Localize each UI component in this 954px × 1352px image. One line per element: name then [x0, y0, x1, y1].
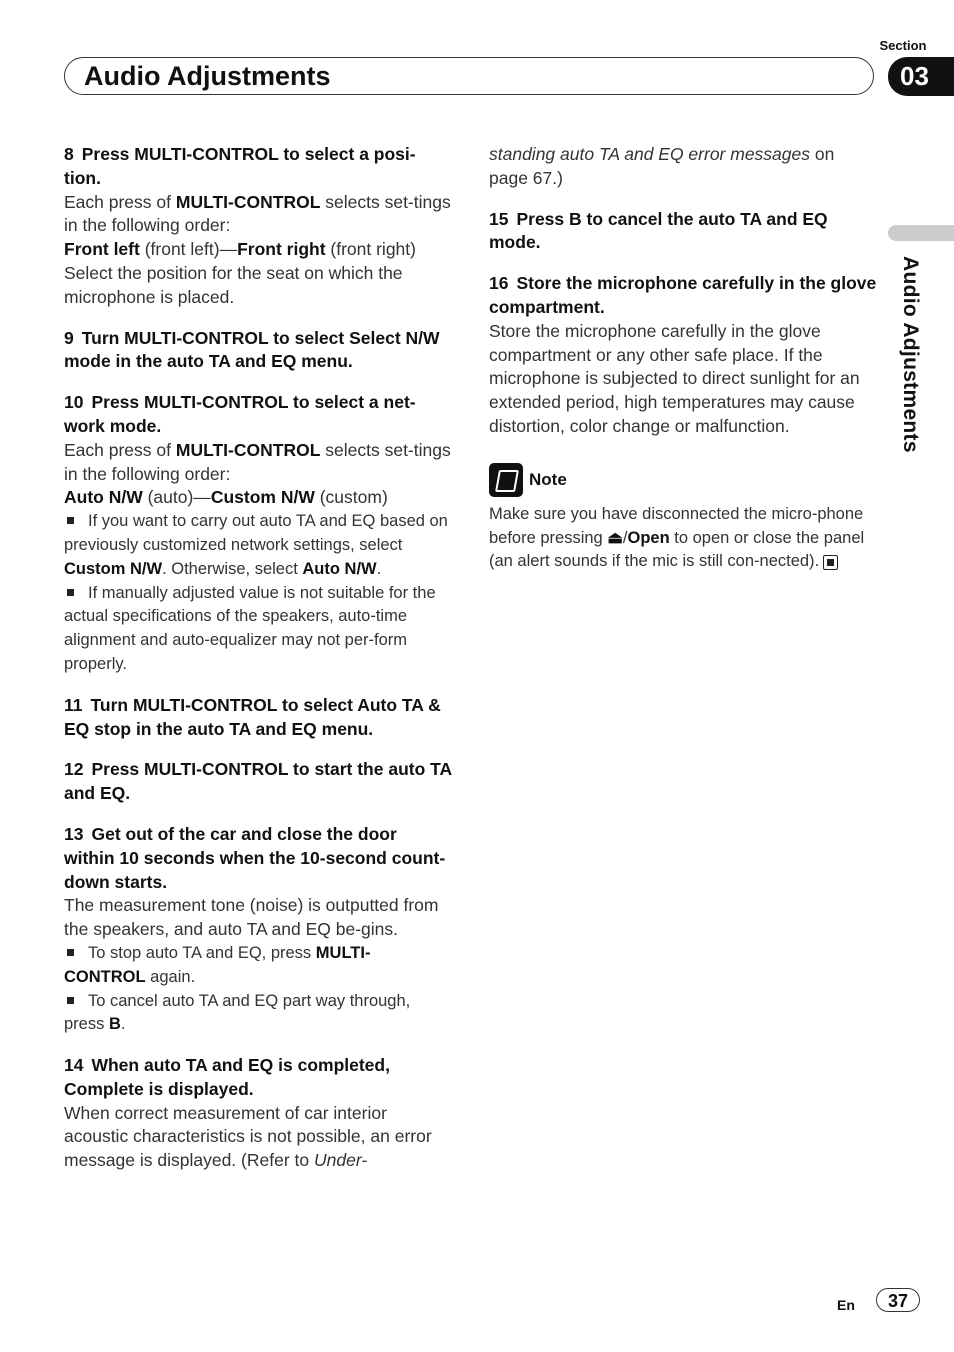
section-number-badge: 03 — [888, 57, 954, 96]
step-16-body: Store the microphone carefully in the glove compartment or any other safe place. If the microphone is subjected to direct sunlight for an extended period, high temperatures may cause distortion, color change or malfunction. — [489, 320, 860, 436]
step-16-heading: 16 Store the microphone carefully in the glove compartment. — [489, 273, 877, 317]
bullet-icon — [67, 949, 74, 956]
step-13-bullet-1: To stop auto TA and EQ, press MULTI-CONTROL again. — [64, 943, 371, 986]
section-label: Section — [879, 38, 927, 53]
bullet-icon — [67, 997, 74, 1004]
step-10-body: Each press of MULTI-CONTROL selects set-tings in the following order: — [64, 439, 451, 484]
step-10-bullet-2: If manually adjusted value is not suitable for the actual specifications of the speakers, auto-time alignment and auto-equalizer may not per-form properly. — [64, 583, 436, 673]
right-column — [489, 143, 877, 574]
note-icon — [489, 463, 523, 497]
page-number: 37 — [876, 1288, 920, 1312]
step-8-heading: 8 Press MULTI-CONTROL to select a posi-tion. — [64, 144, 416, 188]
step-10-heading: 10 Press MULTI-CONTROL to select a net-work mode. — [64, 392, 416, 436]
step-8-body-2: Select the position for the seat on which the microphone is placed. — [64, 262, 403, 307]
step-15-heading: 15 Press B to cancel the auto TA and EQ mode. — [489, 208, 828, 253]
end-of-section-icon — [823, 555, 838, 570]
step-12-heading: 12 Press MULTI-CONTROL to start the auto TA and EQ. — [64, 759, 452, 804]
left-column — [64, 143, 452, 1173]
step-9-heading: 9 Turn MULTI-CONTROL to select Select N/W mode in the auto TA and EQ menu. — [64, 327, 440, 372]
side-tab-marker — [888, 225, 954, 241]
step-10-options: Auto N/W (auto)—Custom N/W (custom) — [64, 487, 388, 508]
step-8-body: Each press of MULTI-CONTROL selects set-tings in the following order: — [64, 191, 451, 236]
page-title: Audio Adjustments — [84, 61, 331, 91]
step-13-heading: 13 Get out of the car and close the door within 10 seconds when the 10-second count-down starts. — [64, 823, 446, 892]
step-11-heading: 11 Turn MULTI-CONTROL to select Auto TA & EQ stop in the auto TA and EQ menu. — [64, 694, 441, 739]
step-14-heading: 14 When auto TA and EQ is completed, Complete is displayed. — [64, 1055, 390, 1099]
step-8-options: Front left (front left)—Front right (front right) — [64, 239, 416, 260]
note-heading: Note — [489, 463, 877, 497]
language-label: En — [837, 1297, 855, 1313]
side-section-label: Audio Adjustments — [899, 256, 922, 453]
step-13-body: The measurement tone (noise) is outputted from the speakers, and auto TA and EQ be-gins. — [64, 895, 439, 940]
continued-text: standing auto TA and EQ error messages on page 67.) — [489, 144, 835, 188]
bullet-icon — [67, 517, 74, 524]
eject-icon: ⏏ — [607, 528, 623, 547]
bullet-icon — [67, 589, 74, 596]
step-10-bullet-1: If you want to carry out auto TA and EQ based on previously customized network settings, select Custom N/W. Otherwise, select Auto N/W. — [64, 512, 448, 578]
step-14-body: When correct measurement of car interior acoustic characteristics is not possible, an error message is displayed. (Refer to Under- — [64, 1102, 432, 1171]
note-text: Make sure you have disconnected the micro-phone before pressing ⏏/Open to open or close the panel (an alert sounds if the mic is still con-nected). — [489, 504, 865, 571]
step-13-bullet-2: To cancel auto TA and EQ part way through, press B. — [64, 991, 411, 1034]
